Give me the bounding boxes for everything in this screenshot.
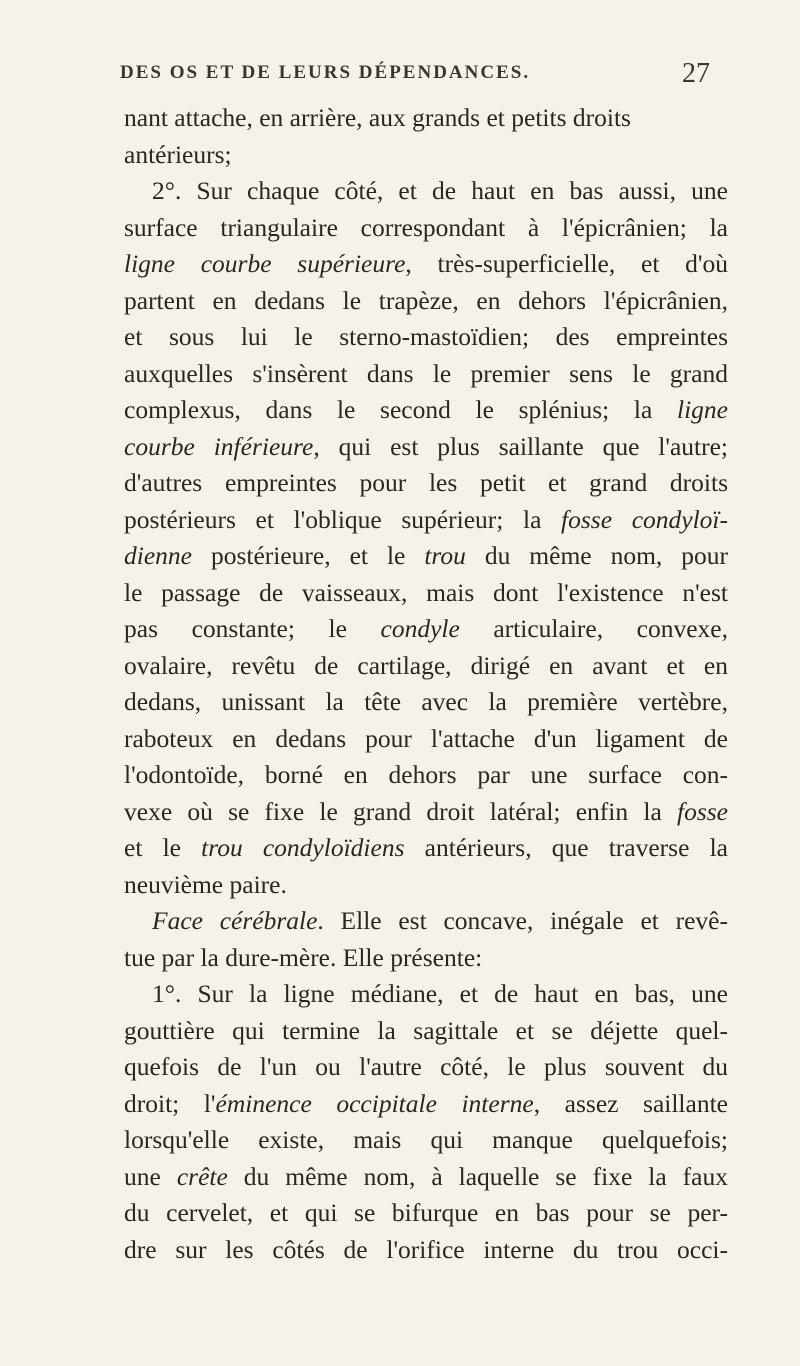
text-line: [124, 538, 728, 575]
text-segment: antérieurs;: [124, 139, 232, 169]
text-line: [124, 721, 728, 758]
text-segment: raboteux en dedans pour l'attache d'un ligament de: [124, 723, 728, 753]
text-line: [124, 246, 728, 283]
text-segment: l'odontoïde, borné en dehors par une surface con-: [124, 760, 728, 789]
italic-term: trou condyloïdiens: [201, 833, 405, 862]
text-line: [124, 283, 728, 320]
text-segment: neuvième paire.: [124, 869, 287, 899]
page-number: 27: [682, 58, 710, 89]
body-text: [124, 100, 728, 1268]
text-segment: postérieurs et l'oblique supérieur; la: [124, 504, 562, 534]
italic-term: courbe inférieure: [124, 431, 314, 461]
text-line: [124, 1232, 728, 1269]
text-segment: complexus, dans le second le splénius; la: [124, 395, 677, 424]
text-segment: droit; l': [124, 1088, 216, 1118]
text-segment: d'autres empreintes pour les petit et grand droits: [124, 468, 728, 497]
text-segment: vexe où se fixe le grand droit latéral; enfin la: [124, 796, 677, 826]
text-segment: auxquelles s'insèrent dans le premier sens le grand: [124, 358, 728, 388]
text-segment: dedans, unissant la tête avec la première vertèbre,: [124, 687, 728, 716]
text-segment: 1°. Sur la ligne médiane, et de haut en bas, une: [152, 979, 728, 1008]
italic-term: dienne: [124, 541, 192, 570]
text-line: [124, 502, 728, 539]
text-line: [124, 684, 728, 721]
text-segment: quefois de l'un ou l'autre côté, le plus souvent du: [124, 1052, 728, 1081]
text-line: [124, 210, 728, 247]
text-line: [124, 1122, 728, 1159]
text-line: [124, 648, 728, 685]
text-line: [124, 1049, 728, 1086]
text-segment: tue par la dure-mère. Elle présente:: [124, 942, 483, 972]
text-line: [124, 319, 728, 356]
text-line: [124, 465, 728, 502]
text-segment: une: [124, 1161, 177, 1191]
italic-term: trou: [424, 541, 466, 570]
text-line: [124, 830, 728, 867]
text-line: [124, 173, 728, 210]
text-segment: le passage de vaisseaux, mais dont l'existence n'est: [124, 577, 728, 607]
text-segment: postérieure, et le: [191, 541, 425, 570]
text-segment: et le: [124, 833, 202, 862]
running-title: DES OS ET DE LEURS DÉPENDANCES.: [120, 62, 531, 83]
italic-term: crête: [176, 1161, 228, 1191]
text-line: [124, 903, 728, 940]
text-line: [124, 429, 728, 466]
text-line: [124, 100, 728, 137]
text-line: [124, 867, 728, 904]
text-segment: 2°. Sur chaque côté, et de haut en bas aussi, une: [152, 176, 728, 205]
text-segment: articulaire, convexe,: [459, 614, 728, 643]
text-line: [124, 137, 728, 174]
text-segment: dre sur les côtés de l'orifice interne du trou occi-: [124, 1234, 728, 1264]
text-segment: ovalaire, revêtu de cartilage, dirigé en avant et en: [124, 650, 728, 680]
italic-term: ligne: [677, 395, 728, 424]
text-segment: du même nom, à laquelle se fixe la faux: [227, 1161, 728, 1191]
text-segment: , qui est plus saillante que l'autre;: [313, 431, 729, 461]
text-segment: pas constante; le: [124, 614, 381, 643]
text-line: [124, 976, 728, 1013]
text-segment: surface triangulaire correspondant à l'épicrânien; la: [124, 212, 728, 242]
text-line: [124, 757, 728, 794]
text-segment: partent en dedans le trapèze, en dehors l'épicrânien,: [124, 285, 728, 315]
text-segment: nant attache, en arrière, aux grands et petits droits: [124, 103, 631, 132]
text-line: [124, 1159, 728, 1196]
running-head: [120, 58, 710, 98]
text-line: [124, 611, 728, 648]
italic-term: fosse: [677, 796, 728, 826]
text-line: [124, 1013, 728, 1050]
text-line: [124, 356, 728, 393]
italic-term: éminence occipitale interne: [215, 1088, 534, 1118]
text-segment: . Elle est concave, inégale et revê-: [317, 906, 728, 935]
text-segment: , très-superficielle, et d'où: [405, 249, 728, 278]
text-line: [124, 1086, 728, 1123]
text-line: [124, 794, 728, 831]
text-segment: et sous lui le sterno-mastoïdien; des empreintes: [124, 322, 728, 351]
italic-term: Face cérébrale: [152, 906, 318, 935]
italic-term: ligne courbe supérieure: [124, 249, 406, 278]
text-segment: lorsqu'elle existe, mais qui manque quelquefois;: [124, 1125, 728, 1154]
italic-term: condyle: [380, 614, 460, 643]
text-segment: , assez saillante: [533, 1088, 728, 1118]
text-segment: gouttière qui termine la sagittale et se déjette quel-: [124, 1015, 728, 1045]
text-line: [124, 940, 728, 977]
text-segment: antérieurs, que traverse la: [404, 833, 728, 862]
text-line: [124, 392, 728, 429]
text-segment: du cervelet, et qui se bifurque en bas pour se per-: [124, 1198, 728, 1227]
italic-term: fosse condyloï-: [561, 504, 728, 534]
text-line: [124, 1195, 728, 1232]
text-segment: du même nom, pour: [465, 541, 728, 570]
text-line: [124, 575, 728, 612]
